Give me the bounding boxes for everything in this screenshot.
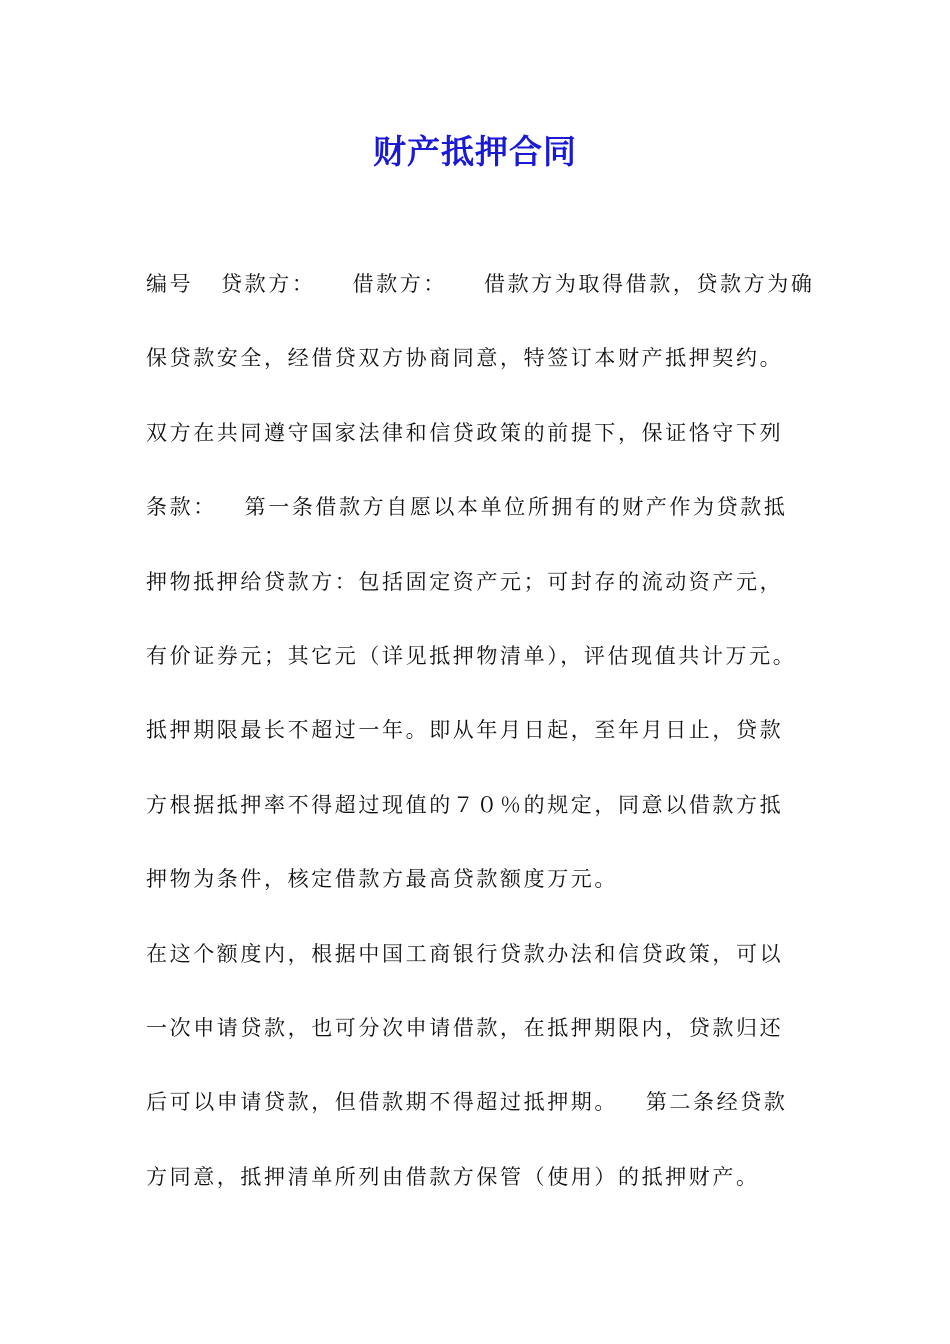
body-line-8: 方根据抵押率不得超过现值的７０％的规定，同意以借款方抵: [146, 792, 784, 817]
body-line-5: 押物抵押给贷款方：包括固定资产元；可封存的流动资产元，: [146, 569, 784, 594]
body-line-4: 条款： 第一条借款方自愿以本单位所拥有的财产作为贷款抵: [146, 495, 788, 520]
contract-body: [146, 262, 815, 1229]
body-line-2: 保贷款安全，经借贷双方协商同意，特签订本财产抵押契约。: [146, 346, 784, 371]
body-line-9: 押物为条件，核定借款方最高贷款额度万元。: [146, 867, 618, 892]
body-line-11: 一次申请贷款，也可分次申请借款，在抵押期限内，贷款归还: [146, 1015, 784, 1040]
body-line-7: 抵押期限最长不超过一年。即从年月日起，至年月日止，贷款: [146, 718, 784, 743]
body-line-13: 方同意，抵押清单所列由借款方保管（使用）的抵押财产。: [146, 1164, 760, 1189]
document-title: 财产抵押合同: [373, 132, 577, 171]
body-line-6: 有价证券元；其它元（详见抵押物清单），评估现值共计万元。: [146, 643, 797, 668]
body-line-10: 在这个额度内，根据中国工商银行贷款办法和信贷政策，可以: [146, 941, 784, 966]
body-line-3: 双方在共同遵守国家法律和信贷政策的前提下，保证恪守下列: [146, 420, 784, 445]
body-line-12: 后可以申请贷款，但借款期不得超过抵押期。 第二条经贷款: [146, 1090, 788, 1115]
body-line-1: 编号 贷款方： 借款方： 借款方为取得借款，贷款方为确: [146, 272, 815, 296]
